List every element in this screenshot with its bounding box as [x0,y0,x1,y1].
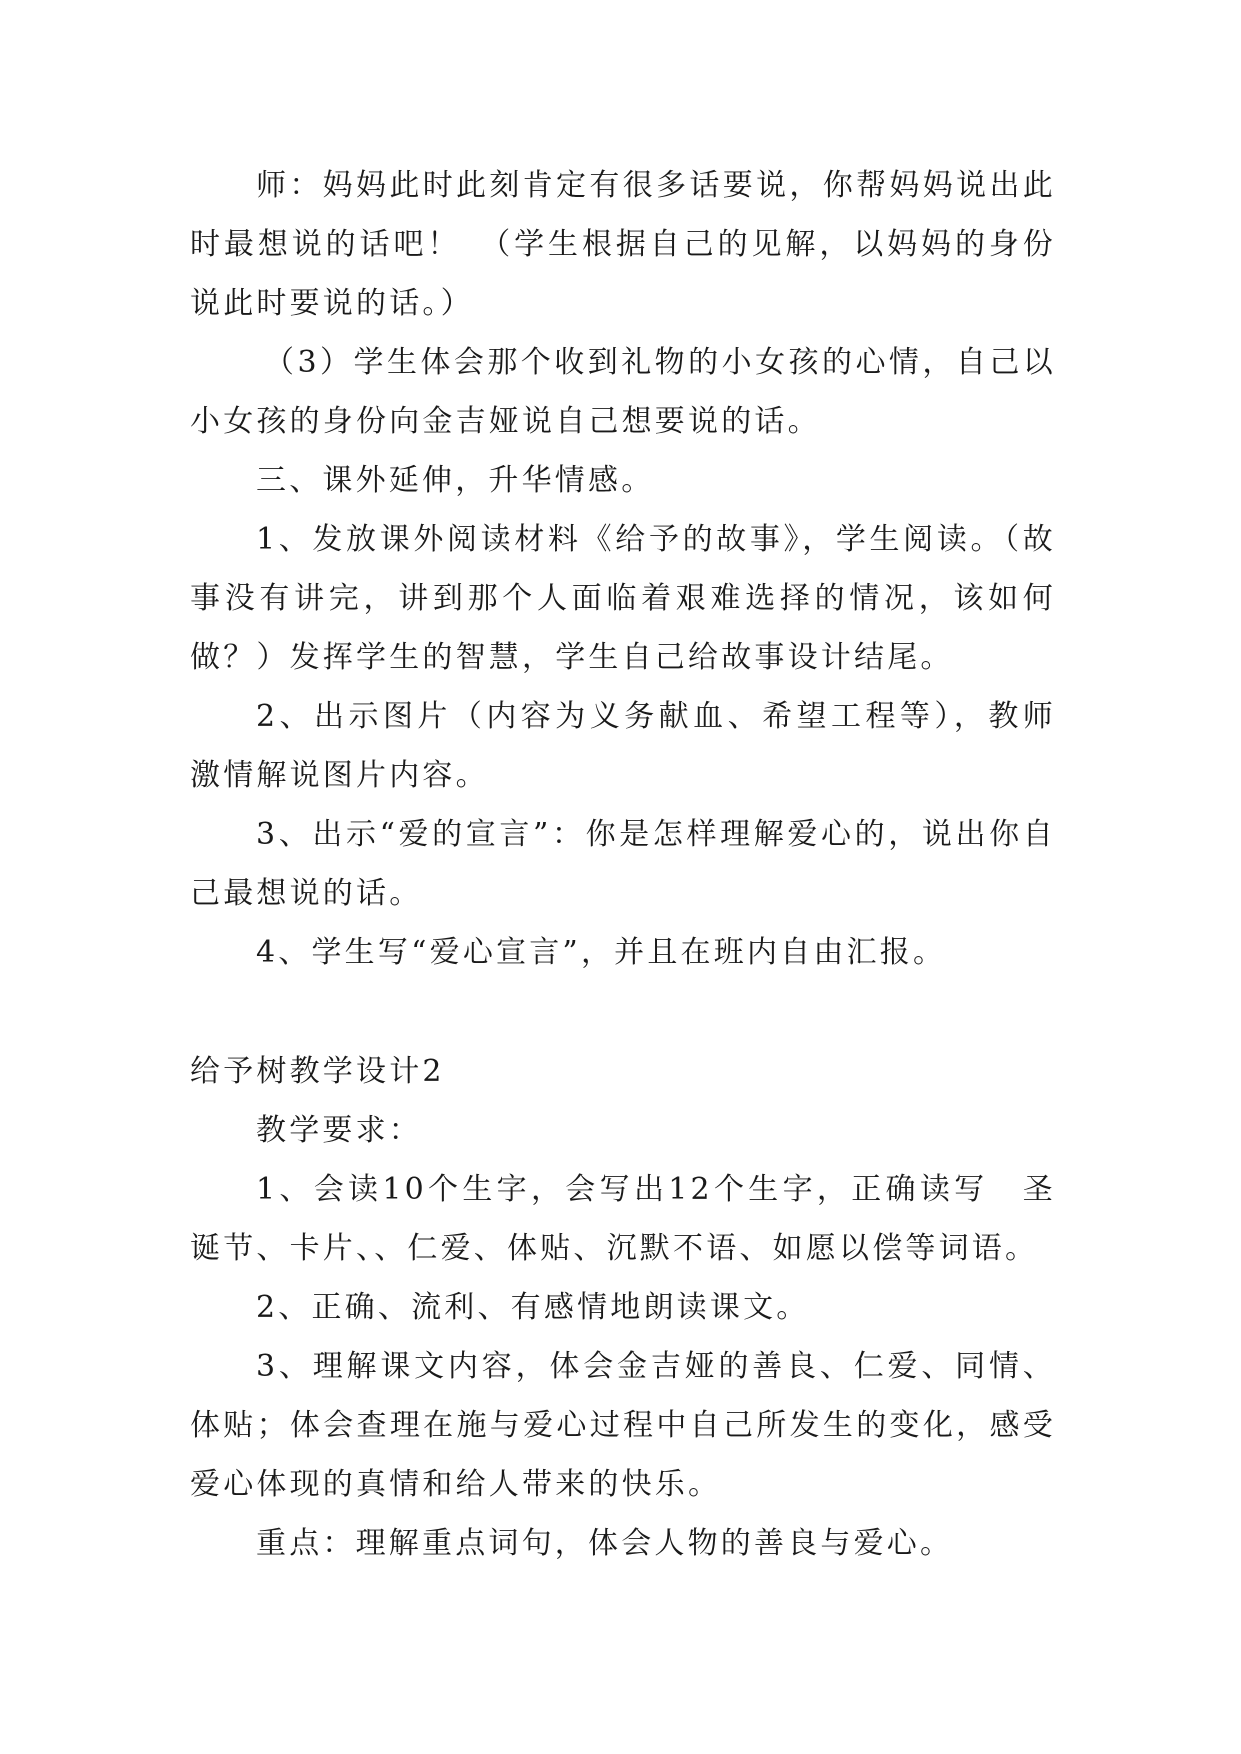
paragraph-step-4: 4、学生写“爱心宣言”，并且在班内自由汇报。 [256,935,947,970]
paragraph-girl-feelings: （3）学生体会那个收到礼物的小女孩的心情，自己以小女孩的身份向金吉娅说自己想要说的话。 [190,345,1056,439]
paragraph-key-point: 重点：理解重点词句，体会人物的善良与爱心。 [256,1526,954,1561]
paragraph-requirement-1: 1、会读10个生字，会写出12个生字，正确读写 圣诞节、卡片、、仁爱、体贴、沉默不语、如愿以偿等词语。 [190,1172,1056,1266]
paragraph-step-2: 2、出示图片（内容为义务献血、希望工程等），教师激情解说图片内容。 [190,699,1056,793]
document-body [190,156,1056,1573]
paragraph-step-3: 3、出示“爱的宣言”：你是怎样理解爱心的，说出你自己最想说的话。 [190,817,1056,911]
paragraph-requirement-3: 3、理解课文内容，体会金吉娅的善良、仁爱、同情、体贴；体会查理在施与爱心过程中自己所发生的变化，感受爱心体现的真情和给人带来的快乐。 [190,1349,1056,1502]
paragraph-teacher-prompt: 师：妈妈此时此刻肯定有很多话要说，你帮妈妈说出此时最想说的话吧！ （学生根据自己的见解，以妈妈的身份说此时要说的话。） [190,168,1056,321]
paragraph-step-1: 1、发放课外阅读材料《给予的故事》，学生阅读。（故事没有讲完，讲到那个人面临着艰难选择的情况，该如何做？）发挥学生的智慧，学生自己给故事设计结尾。 [190,522,1056,675]
paragraph-requirement-2: 2、正确、流利、有感情地朗读课文。 [256,1290,810,1325]
paragraph-extension-heading: 三、课外延伸，升华情感。 [256,463,655,498]
paragraph-requirements-label: 教学要求： [256,1113,422,1148]
section-title: 给予树教学设计2 [190,1054,445,1089]
